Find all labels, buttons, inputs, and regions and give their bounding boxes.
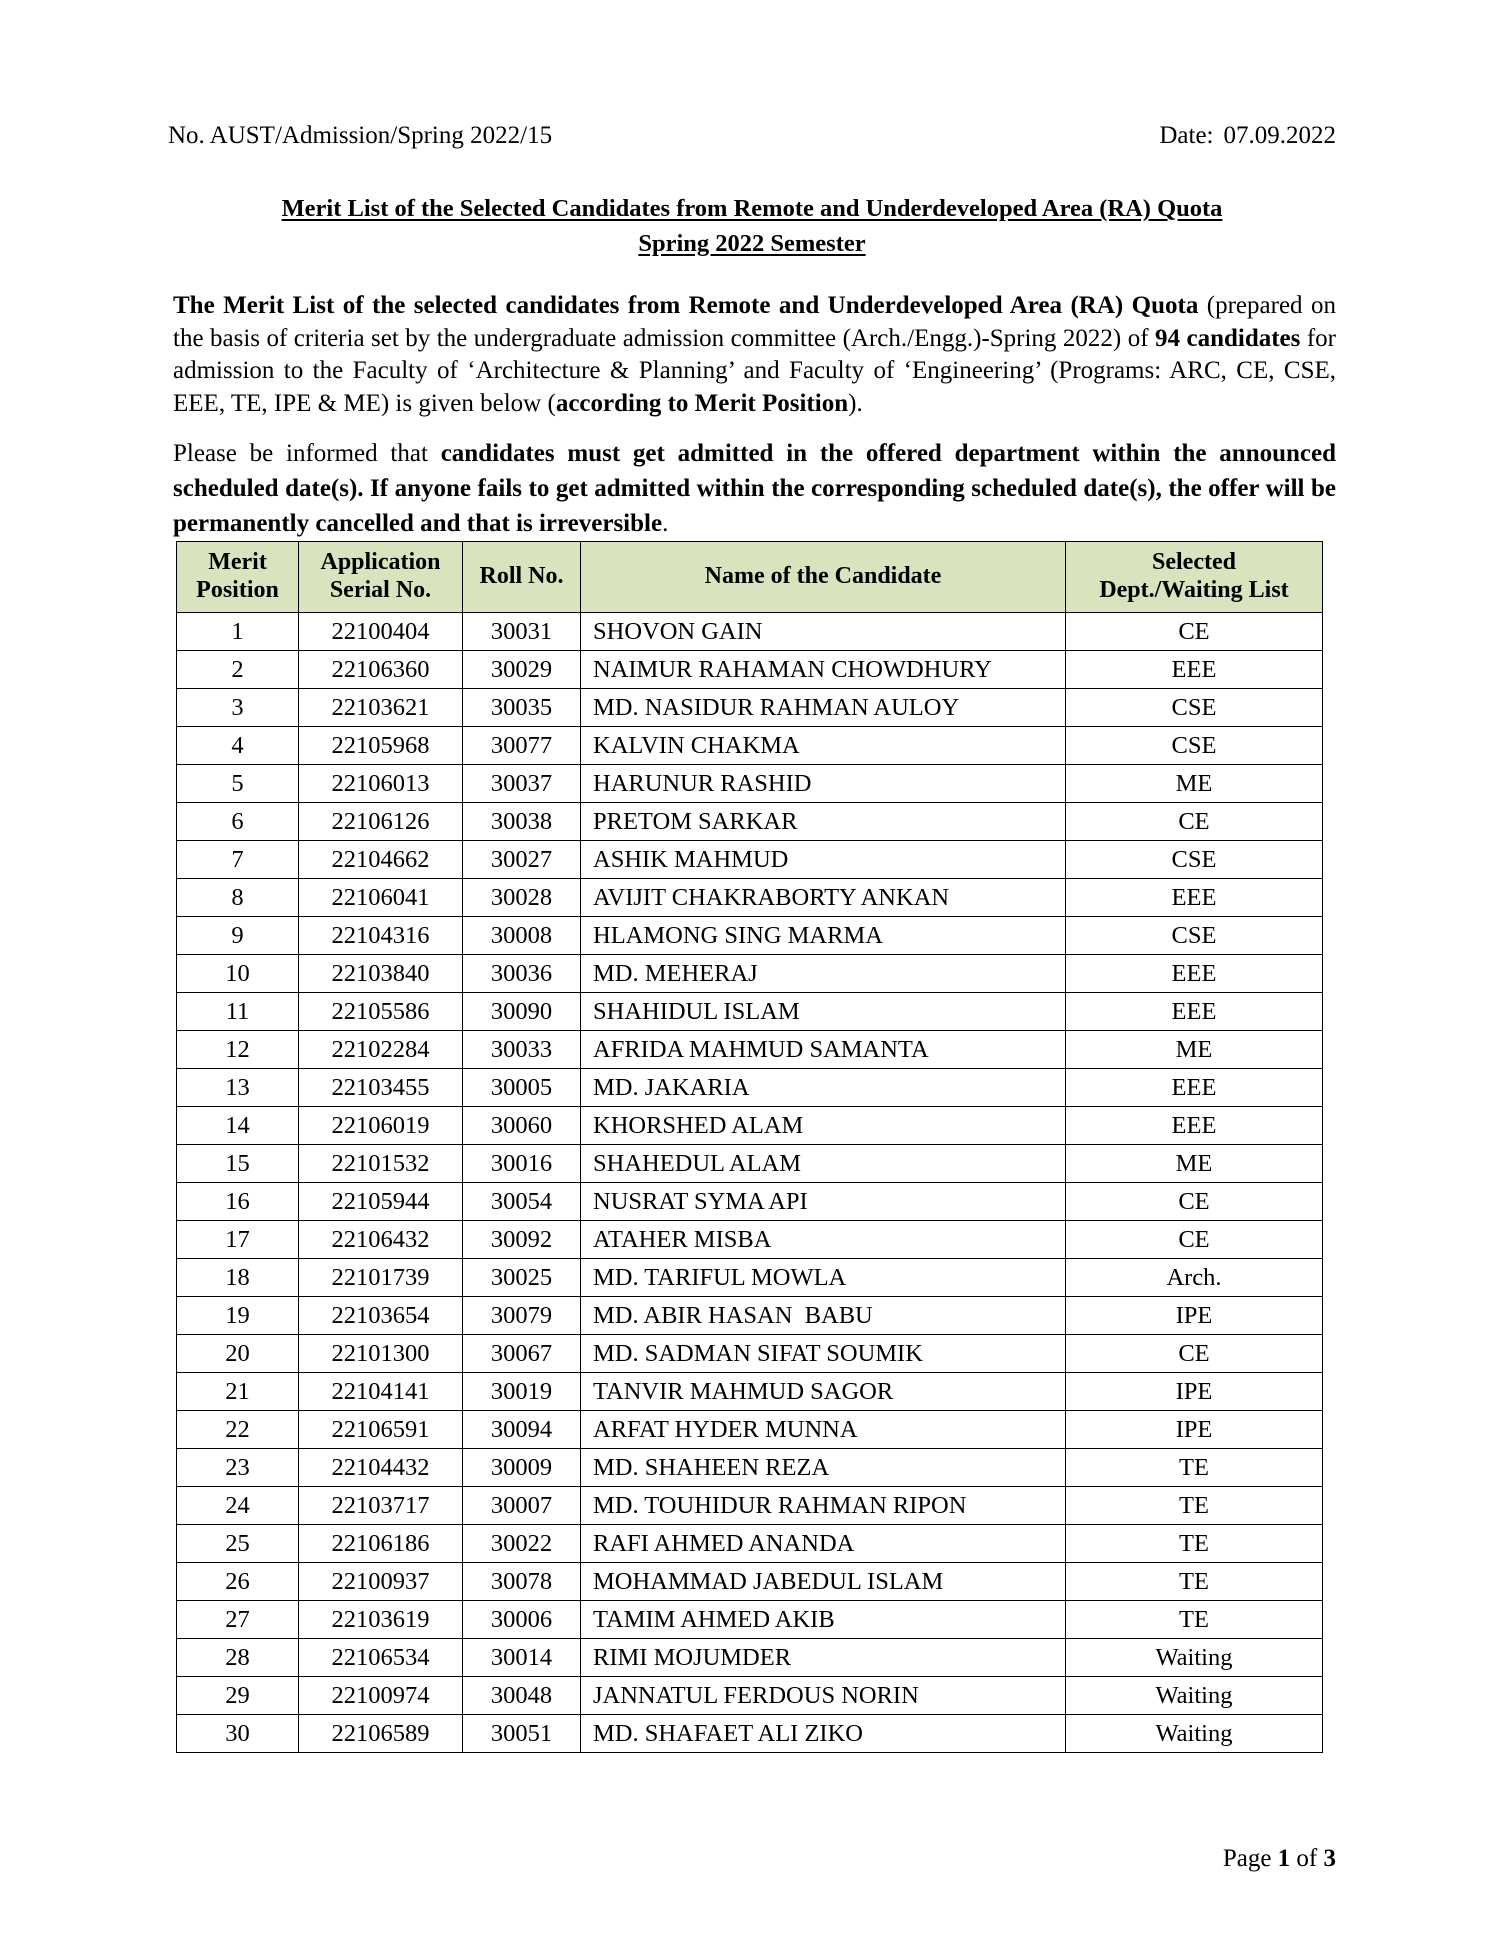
column-header-roll-no-line1: Roll No. [479, 563, 564, 590]
cell-department: ME [1066, 1031, 1323, 1069]
cell-name: ASHIK MAHMUD [581, 841, 1066, 879]
cell-merit_position: 28 [177, 1639, 299, 1677]
intro-bold-lead: The Merit List of the selected candidates from Remote and Underdeveloped Area (RA) Quota [173, 292, 1199, 319]
cell-name: MD. JAKARIA [581, 1069, 1066, 1107]
cell-department: EEE [1066, 955, 1323, 993]
cell-roll_no: 30060 [463, 1107, 581, 1145]
table-row [177, 1297, 1323, 1335]
column-header-roll-no [463, 542, 581, 613]
table-row [177, 1145, 1323, 1183]
cell-merit_position: 5 [177, 765, 299, 803]
cell-merit_position: 25 [177, 1525, 299, 1563]
table-row [177, 803, 1323, 841]
cell-roll_no: 30027 [463, 841, 581, 879]
cell-roll_no: 30067 [463, 1335, 581, 1373]
cell-merit_position: 6 [177, 803, 299, 841]
cell-name: MD. SHAFAET ALI ZIKO [581, 1715, 1066, 1753]
cell-name: ARFAT HYDER MUNNA [581, 1411, 1066, 1449]
cell-roll_no: 30016 [463, 1145, 581, 1183]
cell-name: MD. SHAHEEN REZA [581, 1449, 1066, 1487]
cell-department: EEE [1066, 993, 1323, 1031]
cell-department: CSE [1066, 917, 1323, 955]
cell-merit_position: 7 [177, 841, 299, 879]
cell-merit_position: 2 [177, 651, 299, 689]
cell-name: RIMI MOJUMDER [581, 1639, 1066, 1677]
cell-merit_position: 8 [177, 879, 299, 917]
cell-department: TE [1066, 1487, 1323, 1525]
cell-name: SHAHEDUL ALAM [581, 1145, 1066, 1183]
cell-application_serial_no: 22104141 [299, 1373, 463, 1411]
cell-roll_no: 30029 [463, 651, 581, 689]
cell-name: JANNATUL FERDOUS NORIN [581, 1677, 1066, 1715]
cell-name: KALVIN CHAKMA [581, 727, 1066, 765]
footer-page-word: Page [1222, 1845, 1272, 1872]
cell-department: Waiting [1066, 1639, 1323, 1677]
merit-position-note: according to Merit Position [555, 389, 849, 417]
cell-department: CE [1066, 803, 1323, 841]
cell-name: SHOVON GAIN [581, 613, 1066, 651]
cell-application_serial_no: 22103455 [299, 1069, 463, 1107]
cell-name: TANVIR MAHMUD SAGOR [581, 1373, 1066, 1411]
table-row [177, 1107, 1323, 1145]
notice-text-tail: . [662, 510, 669, 537]
table-row [177, 613, 1323, 651]
cell-roll_no: 30037 [463, 765, 581, 803]
cell-merit_position: 13 [177, 1069, 299, 1107]
cell-merit_position: 26 [177, 1563, 299, 1601]
table-row [177, 1677, 1323, 1715]
cell-roll_no: 30036 [463, 955, 581, 993]
cell-roll_no: 30090 [463, 993, 581, 1031]
cell-application_serial_no: 22103619 [299, 1601, 463, 1639]
table-row [177, 1411, 1323, 1449]
cell-application_serial_no: 22101532 [299, 1145, 463, 1183]
document-title-line-2: Spring 2022 Semester [638, 229, 866, 257]
cell-merit_position: 29 [177, 1677, 299, 1715]
cell-roll_no: 30092 [463, 1221, 581, 1259]
cell-roll_no: 30019 [463, 1373, 581, 1411]
cell-name: NUSRAT SYMA API [581, 1183, 1066, 1221]
cell-department: Waiting [1066, 1677, 1323, 1715]
cell-application_serial_no: 22100937 [299, 1563, 463, 1601]
cell-department: ME [1066, 1145, 1323, 1183]
table-row [177, 765, 1323, 803]
cell-roll_no: 30033 [463, 1031, 581, 1069]
cell-roll_no: 30054 [463, 1183, 581, 1221]
intro-paragraph [173, 290, 1336, 420]
page-footer [168, 1845, 1336, 1873]
merit-list-table [176, 541, 1323, 1753]
cell-department: EEE [1066, 1069, 1323, 1107]
cell-application_serial_no: 22106126 [299, 803, 463, 841]
footer-of-word: of [1296, 1845, 1318, 1872]
table-row [177, 879, 1323, 917]
cell-roll_no: 30079 [463, 1297, 581, 1335]
table-row [177, 727, 1323, 765]
cell-merit_position: 9 [177, 917, 299, 955]
cell-department: CSE [1066, 841, 1323, 879]
cell-merit_position: 21 [177, 1373, 299, 1411]
cell-merit_position: 10 [177, 955, 299, 993]
cell-merit_position: 17 [177, 1221, 299, 1259]
table-row [177, 1259, 1323, 1297]
footer-current-page: 1 [1277, 1845, 1291, 1872]
cell-application_serial_no: 22105586 [299, 993, 463, 1031]
table-row [177, 1449, 1323, 1487]
cell-department: TE [1066, 1601, 1323, 1639]
document-header [168, 122, 1336, 151]
intro-text-2: for admission to the Faculty of ‘Architecture & Planning’ and Faculty of ‘Engineering’ (Programs: ARC, CE, CSE, EEE, TE, IPE & ME) is given below ( [173, 324, 1336, 417]
cell-department: CSE [1066, 689, 1323, 727]
cell-name: KHORSHED ALAM [581, 1107, 1066, 1145]
cell-roll_no: 30078 [463, 1563, 581, 1601]
table-row [177, 1639, 1323, 1677]
cell-name: HLAMONG SING MARMA [581, 917, 1066, 955]
cell-name: MD. NASIDUR RAHMAN AULOY [581, 689, 1066, 727]
cell-department: IPE [1066, 1373, 1323, 1411]
cell-roll_no: 30009 [463, 1449, 581, 1487]
cell-application_serial_no: 22106591 [299, 1411, 463, 1449]
cell-application_serial_no: 22106432 [299, 1221, 463, 1259]
cell-name: MOHAMMAD JABEDUL ISLAM [581, 1563, 1066, 1601]
cell-department: EEE [1066, 1107, 1323, 1145]
cell-merit_position: 27 [177, 1601, 299, 1639]
notice-paragraph [173, 436, 1336, 541]
cell-department: EEE [1066, 879, 1323, 917]
cell-application_serial_no: 22106013 [299, 765, 463, 803]
table-row [177, 841, 1323, 879]
cell-department: IPE [1066, 1411, 1323, 1449]
column-header-application-serial-line2: Serial No. [329, 577, 432, 603]
cell-roll_no: 30094 [463, 1411, 581, 1449]
cell-merit_position: 18 [177, 1259, 299, 1297]
cell-department: EEE [1066, 651, 1323, 689]
table-row [177, 1031, 1323, 1069]
footer-total-pages: 3 [1323, 1845, 1336, 1872]
cell-roll_no: 30035 [463, 689, 581, 727]
cell-department: CE [1066, 1221, 1323, 1259]
cell-roll_no: 30048 [463, 1677, 581, 1715]
cell-roll_no: 30025 [463, 1259, 581, 1297]
intro-text-3: ). [848, 389, 863, 417]
cell-roll_no: 30077 [463, 727, 581, 765]
table-row [177, 1487, 1323, 1525]
column-header-department [1066, 542, 1323, 613]
cell-name: NAIMUR RAHAMAN CHOWDHURY [581, 651, 1066, 689]
cell-application_serial_no: 22103621 [299, 689, 463, 727]
candidate-count: 94 candidates [1155, 324, 1301, 352]
cell-department: TE [1066, 1563, 1323, 1601]
cell-merit_position: 1 [177, 613, 299, 651]
title-block [168, 192, 1336, 262]
cell-application_serial_no: 22100974 [299, 1677, 463, 1715]
column-header-name-line1: Name of the Candidate [704, 563, 942, 590]
cell-application_serial_no: 22106589 [299, 1715, 463, 1753]
table-header [177, 542, 1323, 613]
cell-department: CE [1066, 613, 1323, 651]
table-row [177, 651, 1323, 689]
cell-merit_position: 4 [177, 727, 299, 765]
cell-merit_position: 3 [177, 689, 299, 727]
cell-roll_no: 30014 [463, 1639, 581, 1677]
column-header-department-line1: Selected [1152, 549, 1236, 576]
reference-number: No. AUST/Admission/Spring 2022/15 [168, 122, 553, 149]
cell-name: MD. MEHERAJ [581, 955, 1066, 993]
cell-department: ME [1066, 765, 1323, 803]
cell-roll_no: 30022 [463, 1525, 581, 1563]
column-header-department-line2: Dept./Waiting List [1099, 577, 1289, 603]
column-header-application-serial-line1: Application [320, 549, 441, 576]
table-row [177, 1715, 1323, 1753]
cell-application_serial_no: 22103654 [299, 1297, 463, 1335]
cell-name: HARUNUR RASHID [581, 765, 1066, 803]
cell-merit_position: 19 [177, 1297, 299, 1335]
table-row [177, 1373, 1323, 1411]
cell-roll_no: 30028 [463, 879, 581, 917]
table-row [177, 689, 1323, 727]
cell-name: AFRIDA MAHMUD SAMANTA [581, 1031, 1066, 1069]
table-row [177, 1335, 1323, 1373]
cell-roll_no: 30007 [463, 1487, 581, 1525]
document-title-line-1: Merit List of the Selected Candidates from Remote and Underdeveloped Area (RA) Quota [281, 195, 1223, 222]
cell-merit_position: 16 [177, 1183, 299, 1221]
cell-merit_position: 12 [177, 1031, 299, 1069]
cell-merit_position: 11 [177, 993, 299, 1031]
cell-merit_position: 15 [177, 1145, 299, 1183]
cell-department: CSE [1066, 727, 1323, 765]
cell-application_serial_no: 22104662 [299, 841, 463, 879]
cell-department: Waiting [1066, 1715, 1323, 1753]
cell-application_serial_no: 22106360 [299, 651, 463, 689]
cell-roll_no: 30006 [463, 1601, 581, 1639]
cell-department: IPE [1066, 1297, 1323, 1335]
cell-application_serial_no: 22101300 [299, 1335, 463, 1373]
table-row [177, 1069, 1323, 1107]
table-row [177, 993, 1323, 1031]
cell-application_serial_no: 22106019 [299, 1107, 463, 1145]
cell-application_serial_no: 22105944 [299, 1183, 463, 1221]
cell-department: TE [1066, 1525, 1323, 1563]
cell-application_serial_no: 22106186 [299, 1525, 463, 1563]
cell-application_serial_no: 22106534 [299, 1639, 463, 1677]
cell-application_serial_no: 22103840 [299, 955, 463, 993]
cell-name: ATAHER MISBA [581, 1221, 1066, 1259]
table-row [177, 1221, 1323, 1259]
column-header-name [581, 542, 1066, 613]
notice-bold-body: candidates must get admitted in the offered department within the announced scheduled date(s). If anyone fails to get admitted within the corresponding scheduled date(s), the offer will be permanently cancelled and that is irreversible [173, 440, 1337, 537]
cell-application_serial_no: 22101739 [299, 1259, 463, 1297]
cell-name: MD. SADMAN SIFAT SOUMIK [581, 1335, 1066, 1373]
cell-application_serial_no: 22103717 [299, 1487, 463, 1525]
table-row [177, 1525, 1323, 1563]
column-header-merit-position-line2: Position [196, 577, 279, 603]
cell-name: PRETOM SARKAR [581, 803, 1066, 841]
intro-text-1: (prepared on the basis of criteria set by the undergraduate admission committee (Arch./Engg.)-Spring 2022) of [173, 292, 1336, 352]
cell-merit_position: 24 [177, 1487, 299, 1525]
cell-application_serial_no: 22104432 [299, 1449, 463, 1487]
cell-merit_position: 22 [177, 1411, 299, 1449]
cell-department: CE [1066, 1335, 1323, 1373]
table-row [177, 1563, 1323, 1601]
cell-roll_no: 30008 [463, 917, 581, 955]
cell-merit_position: 20 [177, 1335, 299, 1373]
cell-name: TAMIM AHMED AKIB [581, 1601, 1066, 1639]
cell-department: TE [1066, 1449, 1323, 1487]
cell-merit_position: 23 [177, 1449, 299, 1487]
cell-application_serial_no: 22102284 [299, 1031, 463, 1069]
cell-roll_no: 30051 [463, 1715, 581, 1753]
cell-application_serial_no: 22106041 [299, 879, 463, 917]
cell-application_serial_no: 22105968 [299, 727, 463, 765]
table-row [177, 1183, 1323, 1221]
cell-roll_no: 30038 [463, 803, 581, 841]
cell-name: MD. TARIFUL MOWLA [581, 1259, 1066, 1297]
cell-name: MD. ABIR HASAN BABU [581, 1297, 1066, 1335]
cell-merit_position: 30 [177, 1715, 299, 1753]
column-header-merit-position [177, 542, 299, 613]
table-row [177, 1601, 1323, 1639]
cell-roll_no: 30031 [463, 613, 581, 651]
column-header-merit-position-line1: Merit [208, 549, 267, 576]
document-date [1159, 122, 1336, 151]
cell-department: Arch. [1066, 1259, 1323, 1297]
table-body [177, 613, 1323, 1753]
cell-name: MD. TOUHIDUR RAHMAN RIPON [581, 1487, 1066, 1525]
column-header-application-serial [299, 542, 463, 613]
cell-department: CE [1066, 1183, 1323, 1221]
cell-name: SHAHIDUL ISLAM [581, 993, 1066, 1031]
cell-application_serial_no: 22104316 [299, 917, 463, 955]
cell-name: AVIJIT CHAKRABORTY ANKAN [581, 879, 1066, 917]
cell-application_serial_no: 22100404 [299, 613, 463, 651]
cell-roll_no: 30005 [463, 1069, 581, 1107]
cell-name: RAFI AHMED ANANDA [581, 1525, 1066, 1563]
cell-merit_position: 14 [177, 1107, 299, 1145]
table-row [177, 917, 1323, 955]
notice-text-lead: Please be informed that [173, 440, 441, 467]
table-header-row [177, 542, 1323, 613]
date-label: Date: [1159, 122, 1214, 149]
table-row [177, 955, 1323, 993]
date-value: 07.09.2022 [1223, 122, 1336, 149]
